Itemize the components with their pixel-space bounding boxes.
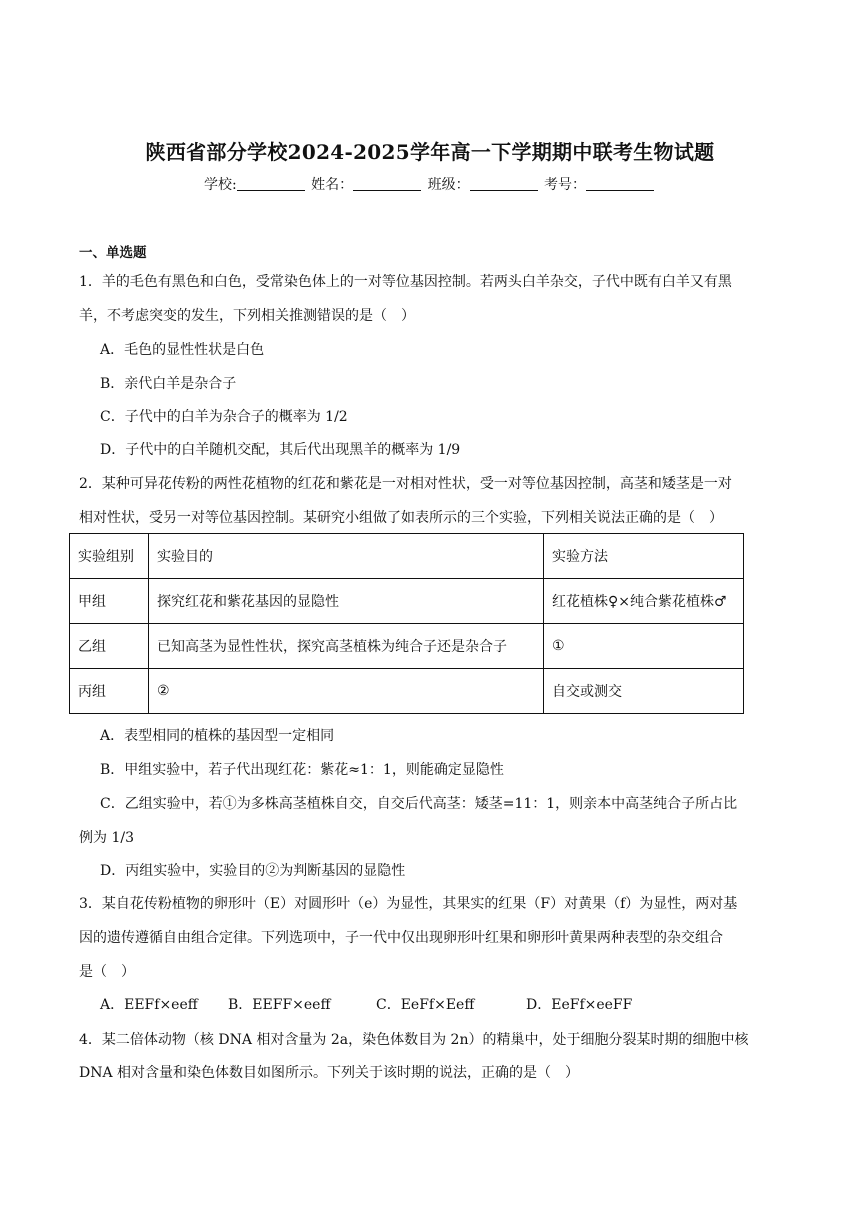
exam-no-blank[interactable]	[586, 176, 654, 191]
table-cell: 探究红花和紫花基因的显隐性	[149, 579, 544, 624]
q3-option-d: D．EeFf×eeFF	[526, 997, 633, 1013]
table-cell: 自交或测交	[544, 669, 744, 714]
q4-stem-line2: DNA 相对含量和染色体数目如图所示。下列关于该时期的说法，正确的是（ ）	[79, 1065, 580, 1081]
q2-option-d: D．丙组实验中，实验目的②为判断基因的显隐性	[100, 863, 406, 879]
table-cell: 甲组	[70, 579, 149, 624]
q1-stem-line1: 1．羊的毛色有黑色和白色，受常染色体上的一对等位基因控制。若两头白羊杂交，子代中既有白羊又有黑	[79, 274, 732, 290]
q3-option-c: C．EeFf×Eeff	[376, 997, 475, 1013]
table-row	[70, 669, 744, 714]
exam-no-label: 考号：	[544, 177, 587, 193]
table-cell: 乙组	[70, 624, 149, 669]
table-cell: 丙组	[70, 669, 149, 714]
student-info-line	[0, 174, 860, 194]
q2-option-c-line2: 例为 1/3	[79, 830, 134, 846]
section-heading: 一、单选题	[79, 245, 147, 261]
q4-stem-line1: 4．某二倍体动物（核 DNA 相对含量为 2a，染色体数目为 2n）的精巢中，处于细胞分裂某时期的细胞中核	[79, 1032, 749, 1048]
q3-stem-line1: 3．某自花传粉植物的卵形叶（E）对圆形叶（e）为显性，其果实的红果（F）对黄果（f）为显性，两对基	[79, 896, 738, 912]
school-blank[interactable]	[237, 176, 305, 191]
q3-stem-line2: 因的遗传遵循自由组合定律。下列选项中，子一代中仅出现卵形叶红果和卵形叶黄果两种表型的杂交组合	[79, 930, 723, 946]
q1-option-c: C．子代中的白羊为杂合子的概率为 1/2	[100, 409, 348, 425]
q2-option-b: B．甲组实验中，若子代出现红花：紫花≈1：1，则能确定显隐性	[100, 762, 504, 778]
class-blank[interactable]	[470, 176, 538, 191]
table-cell: ②	[149, 669, 544, 714]
q2-stem-line2: 相对性状，受另一对等位基因控制。某研究小组做了如表所示的三个实验，下列相关说法正确的是（ ）	[79, 510, 723, 526]
name-label: 姓名：	[311, 177, 354, 193]
q1-option-b: B．亲代白羊是杂合子	[100, 376, 237, 392]
q3-options-row	[100, 994, 632, 1014]
q3-option-b: B．EEFF×eeff	[228, 997, 331, 1013]
table-cell: 红花植株♀×纯合紫花植株♂	[544, 579, 744, 624]
q2-stem-line1: 2．某种可异花传粉的两性花植物的红花和紫花是一对相对性状，受一对等位基因控制，高茎和矮茎是一对	[79, 476, 732, 492]
q3-option-a: A．EEFf×eeff	[100, 997, 198, 1013]
experiment-table	[69, 533, 744, 714]
table-header-cell: 实验方法	[544, 534, 744, 579]
table-row	[70, 579, 744, 624]
q2-option-a: A．表型相同的植株的基因型一定相同	[100, 728, 335, 744]
table-cell: 已知高茎为显性性状，探究高茎植株为纯合子还是杂合子	[149, 624, 544, 669]
school-label: 学校:	[203, 177, 237, 193]
table-header-cell: 实验组别	[70, 534, 149, 579]
table-header-row	[70, 534, 744, 579]
table-header-cell: 实验目的	[149, 534, 544, 579]
q2-option-c-line1: C．乙组实验中，若①为多株高茎植株自交，自交后代高茎：矮茎=11：1，则亲本中高茎纯合子所占比	[100, 796, 738, 812]
table-row	[70, 624, 744, 669]
table-cell: ①	[544, 624, 744, 669]
class-label: 班级：	[427, 177, 470, 193]
q1-option-a: A．毛色的显性性状是白色	[100, 342, 265, 358]
q3-stem-line3: 是（ ）	[79, 964, 135, 980]
q1-option-d: D．子代中的白羊随机交配，其后代出现黑羊的概率为 1/9	[100, 442, 461, 458]
exam-title: 陕西省部分学校2024-2025学年高一下学期期中联考生物试题	[145, 140, 715, 164]
name-blank[interactable]	[353, 176, 421, 191]
q1-stem-line2: 羊，不考虑突变的发生，下列相关推测错误的是（ ）	[79, 308, 415, 324]
